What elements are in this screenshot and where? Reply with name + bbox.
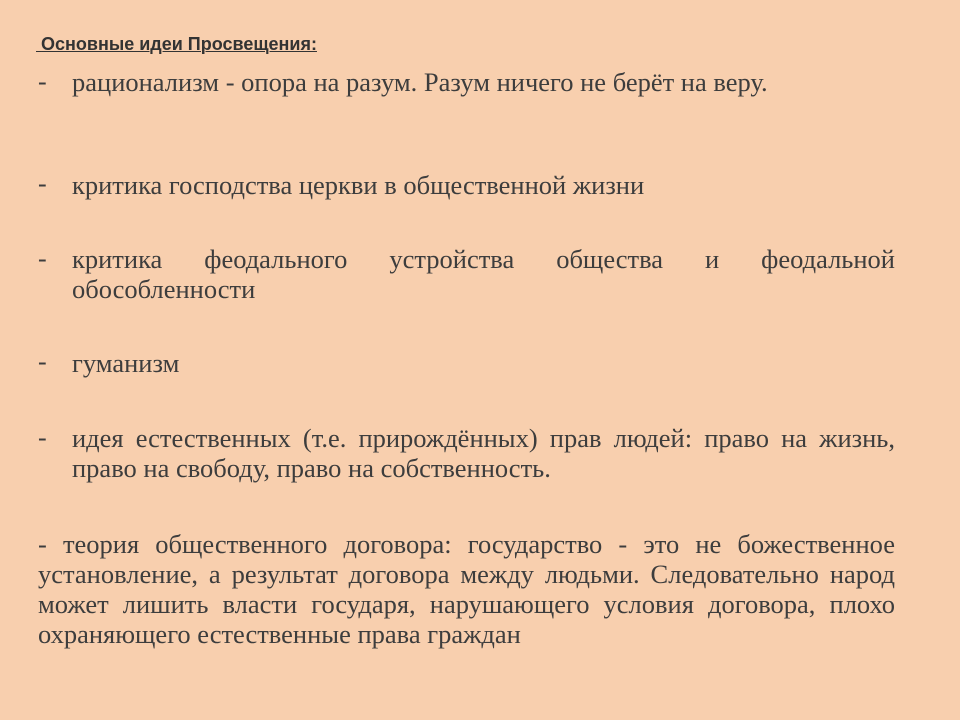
- slide-title: Основные идеи Просвещения:: [41, 34, 317, 54]
- list-item-humanism: гуманизм: [72, 348, 180, 378]
- bullet-dash: -: [38, 169, 47, 198]
- list-item-natural-rights: идея естественных (т.е. прирождённых) прав людей: право на жизнь, право на свободу, право на собственность.: [72, 423, 895, 483]
- bullet-dash: -: [38, 423, 47, 452]
- bullet-dash: -: [38, 244, 47, 273]
- list-item-feudal-criticism: критика феодального устройства общества и феодальной обособленности: [72, 244, 895, 304]
- list-item-social-contract: - теория общественного договора: государство - это не божественное установление, а результат договора между людьми. Следовательно народ может лишить власти государя, нарушающего условия договора, плохо охраняющего естественные права граждан: [38, 529, 895, 649]
- list-item-rationalism: рационализм - опора на разум. Разум ничего не берёт на веру.: [72, 67, 768, 97]
- bullet-dash: -: [38, 347, 47, 376]
- list-item-church-criticism: критика господства церкви в общественной жизни: [72, 170, 645, 200]
- bullet-dash: -: [38, 67, 47, 96]
